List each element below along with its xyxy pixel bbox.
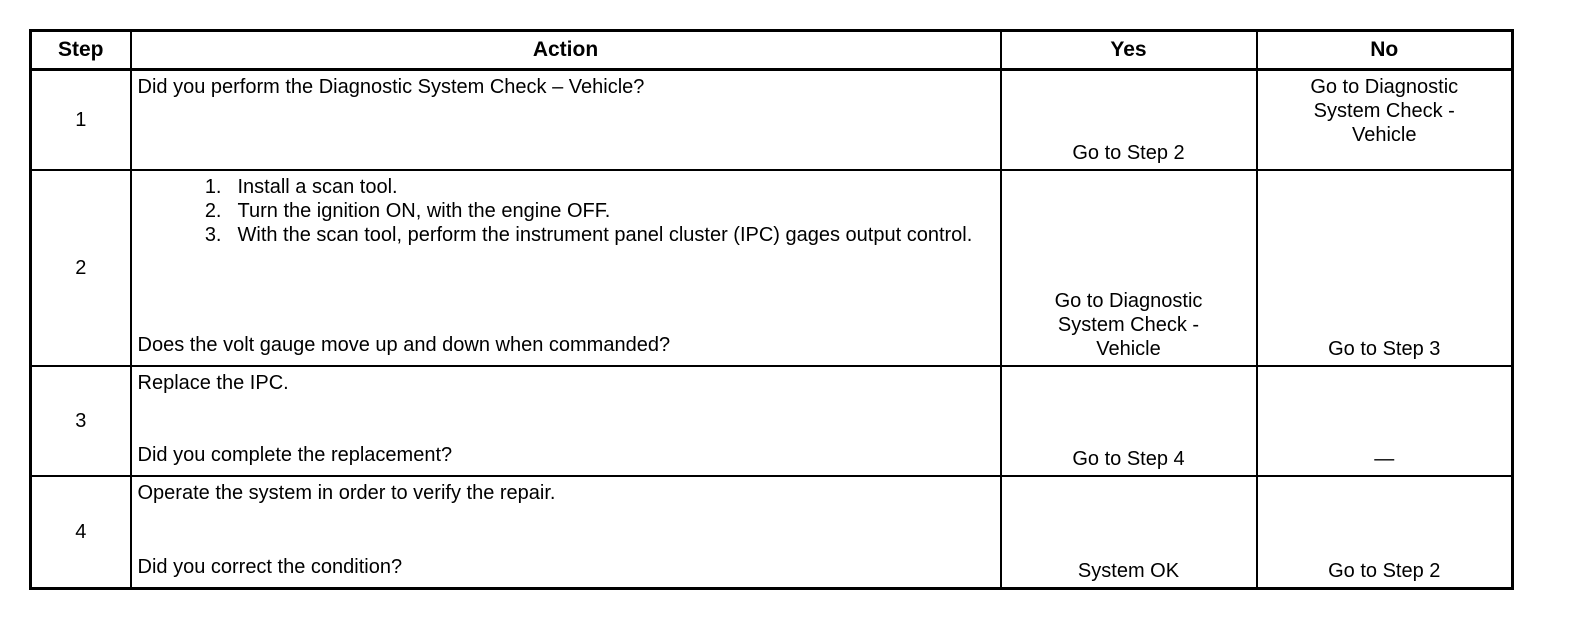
yes-cell: Go to Step 4 xyxy=(1001,366,1257,476)
action-text: Operate the system in order to verify the repair. xyxy=(137,482,556,504)
action-text: Replace the IPC. xyxy=(137,372,289,394)
action-cell xyxy=(131,476,1001,589)
action-text: Did you perform the Diagnostic System Check – Vehicle? xyxy=(137,76,645,98)
action-question: Did you complete the replacement? xyxy=(137,444,453,466)
step-number: 3 xyxy=(31,366,131,476)
step-number: 4 xyxy=(31,476,131,589)
substep-item: 3. With the scan tool, perform the instrument panel cluster (IPC) gages output control. xyxy=(204,224,973,246)
substep-item: 2. Turn the ignition ON, with the engine OFF. xyxy=(204,200,611,222)
table-row xyxy=(31,366,1513,476)
no-cell: Go to Step 2 xyxy=(1257,476,1513,589)
action-cell xyxy=(131,366,1001,476)
action-cell xyxy=(131,70,1001,171)
header-action: Action xyxy=(131,31,1001,70)
table-row xyxy=(31,70,1513,171)
yes-cell: System OK xyxy=(1001,476,1257,589)
no-cell: Go to Diagnostic System Check - Vehicle xyxy=(1257,70,1513,171)
step-number: 2 xyxy=(31,170,131,366)
action-question: Did you correct the condition? xyxy=(137,556,403,578)
no-cell: Go to Step 3 xyxy=(1257,170,1513,366)
substep-item: 1. Install a scan tool. xyxy=(204,176,398,198)
header-no: No xyxy=(1257,31,1513,70)
no-cell: — xyxy=(1257,366,1513,476)
action-question: Does the volt gauge move up and down when commanded? xyxy=(137,334,671,356)
header-yes: Yes xyxy=(1001,31,1257,70)
diagnostic-table xyxy=(29,29,1514,590)
yes-cell: Go to Step 2 xyxy=(1001,70,1257,171)
step-number: 1 xyxy=(31,70,131,171)
action-cell xyxy=(131,170,1001,366)
header-step: Step xyxy=(31,31,131,70)
table-row xyxy=(31,476,1513,589)
substep-list xyxy=(138,175,994,247)
header-row xyxy=(31,31,1513,70)
yes-cell: Go to Diagnostic System Check - Vehicle xyxy=(1001,170,1257,366)
table-row xyxy=(31,170,1513,366)
